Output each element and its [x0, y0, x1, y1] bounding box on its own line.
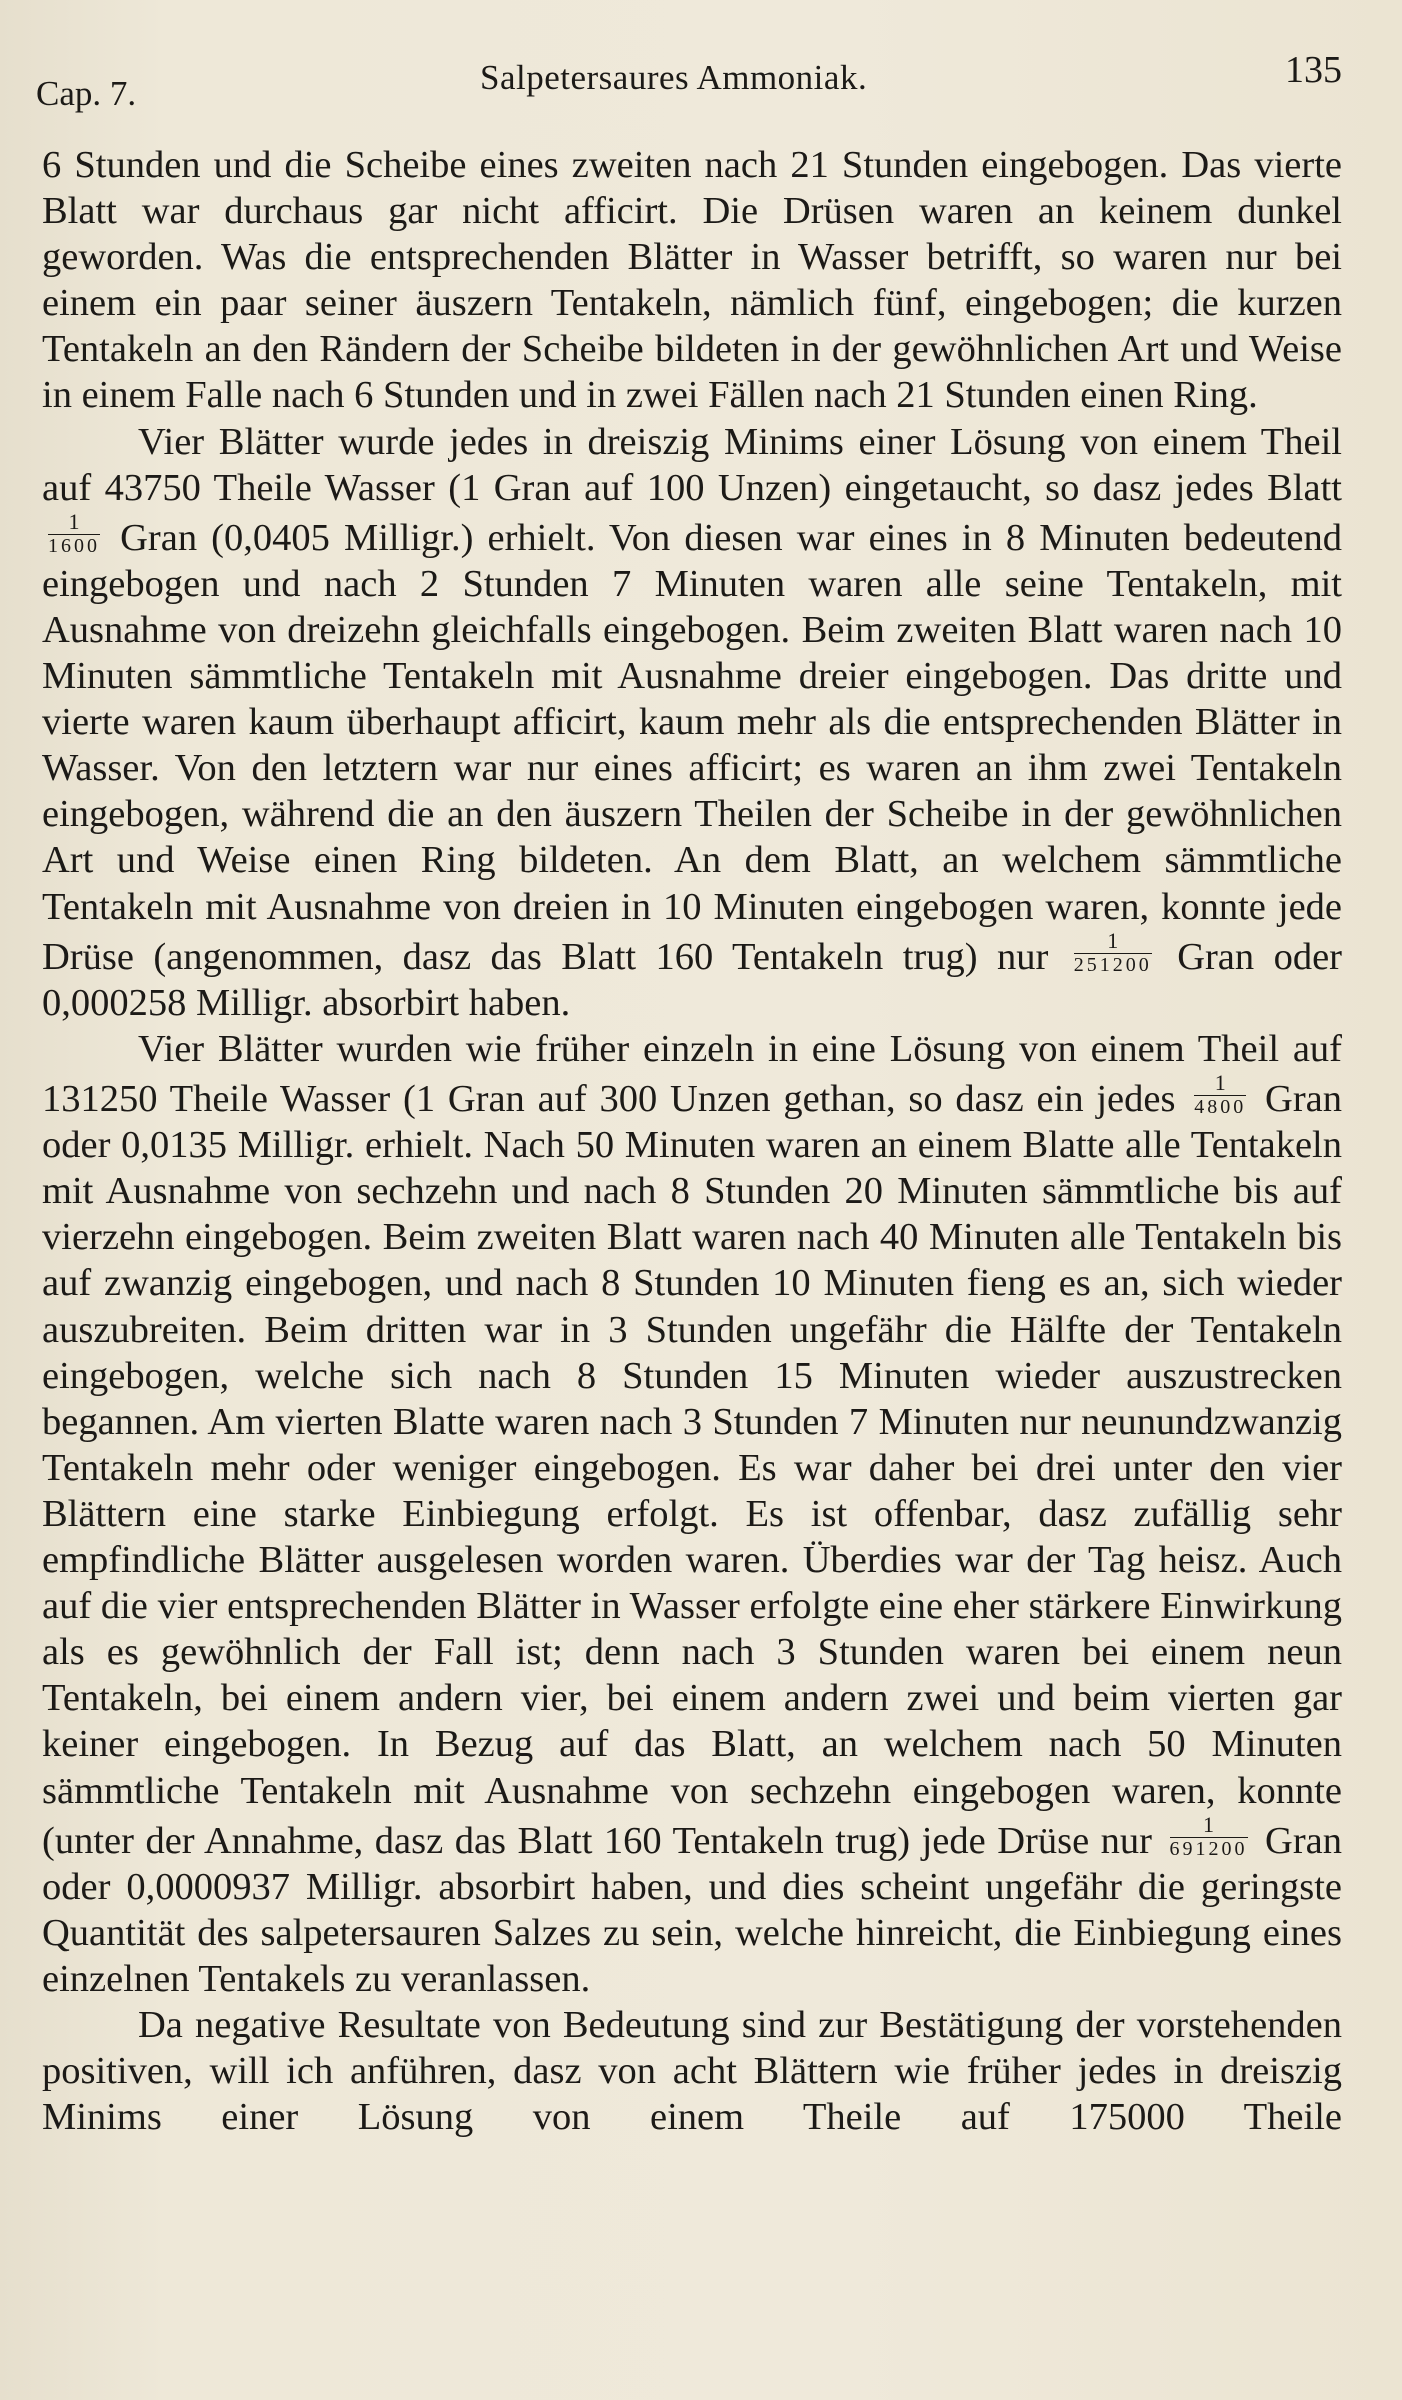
chapter-label: Cap. 7. [36, 74, 137, 113]
body-text [42, 142, 1342, 2140]
fraction [1194, 1072, 1246, 1117]
fraction-numerator: 1 [1074, 930, 1152, 954]
text-run: 6 Stunden und die Scheibe eines zweiten nach 21 Stunden eingebogen. Das vierte Blatt war durchaus gar nicht afficirt. Die Drüsen waren an keinem dunkel geworden. Was die entsprechenden Blätter in Wasser betrifft, so waren nur bei einem ein paar seiner äuszern Tentakeln, nämlich fünf, eingebogen; die kurzen Tentakeln an den Rändern der Scheibe bildeten in der gewöhnlichen Art und Weise in einem Falle nach 6 Stunden und in zwei Fällen nach 21 Stunden einen Ring. [42, 144, 1342, 417]
text-run: Gran (0,0405 Milligr.) erhielt. Von diesen war eines in 8 Minuten bedeutend eingebogen und nach 2 Stunden 7 Minuten waren alle seine Tentakeln, mit Ausnahme von dreizehn gleichfalls eingebogen. Beim zweiten Blatt waren nach 10 Minuten sämmtliche Tentakeln mit Ausnahme dreier eingebogen. Das dritte und vierte waren kaum überhaupt afficirt, kaum mehr als die entsprechenden Blätter in Wasser. Von den letztern war nur eines afficirt; es waren an ihm zwei Tentakeln eingebogen, während die an den äuszern Theilen der Scheibe in der gewöhnlichen Art und Weise einen Ring bildeten. An dem Blatt, an welchem sämmtliche Tentakeln mit Ausnahme von dreien in 10 Minuten eingebogen waren, konnte jede Drüse (angenommen, dasz das Blatt 160 Tentakeln trug) nur [42, 516, 1342, 978]
fraction-denominator: 251200 [1073, 953, 1152, 976]
text-run: Da negative Resultate von Bedeutung sind zur Bestätigung der vorstehenden positiven, will ich anführen, dasz von acht Blättern wie früher jedes in dreiszig Minims einer Lösung von einem Theile auf 175000 Theile [42, 2004, 1342, 2139]
text-run: Gran oder 0,000258 Milligr. absorbirt haben. [42, 935, 1342, 1024]
fraction [1073, 927, 1152, 976]
fraction [48, 508, 100, 557]
fraction-numerator: 1 [1170, 1814, 1248, 1838]
paragraph-dilution-43750 [42, 419, 1342, 1026]
running-title: Salpetersaures Ammoniak. [480, 58, 868, 97]
text-run: Gran oder 0,0000937 Milligr. absorbirt haben, und dies scheint ungefähr die geringste Quantität des salpetersauren Salzes zu sein, welche hinreicht, die Einbiegung eines einzelnen Tentakels zu veranlassen. [42, 1819, 1342, 2000]
paragraph-dilution-131250 [42, 1026, 1342, 2002]
paragraph-continued [42, 142, 1342, 419]
page-number: 135 [1285, 49, 1342, 91]
fraction [1169, 1811, 1248, 1860]
fraction-denominator: 4800 [1194, 1096, 1247, 1119]
paragraph-negative-results [42, 2002, 1342, 2140]
fraction-numerator: 1 [48, 511, 100, 535]
text-run: Vier Blätter wurde jedes in dreiszig Minims einer Lösung von einem Theil auf 43750 Theile Wasser (1 Gran auf 100 Unzen) eingetaucht, so dasz jedes Blatt [42, 420, 1342, 509]
text-run: Gran oder 0,0135 Milligr. erhielt. Nach 50 Minuten waren an einem Blatte alle Tentakeln mit Ausnahme von sechzehn und nach 8 Stunden 20 Minuten sämmtliche bis auf vierzehn eingebogen. Beim zweiten Blatt waren nach 40 Minuten alle Tentakeln bis auf zwanzig eingebogen, und nach 8 Stunden 10 Minuten fieng es an, sich wieder auszubreiten. Beim dritten war in 3 Stunden ungefähr die Hälfte der Tentakeln eingebogen, welche sich nach 8 Stunden 15 Minuten wieder auszustrecken begannen. Am vierten Blatte waren nach 3 Stunden 7 Minuten nur neunundzwanzig Tentakeln mehr oder weniger eingebogen. Es war daher bei drei unter den vier Blättern eine starke Einbiegung erfolgt. Es ist offenbar, dasz zufällig sehr empfindliche Blätter ausgelesen worden waren. Überdies war der Tag heisz. Auch auf die vier entsprechenden Blätter in Wasser erfolgte eine eher stärkere Einwirkung als es gewöhnlich der Fall ist; denn nach 3 Stunden waren bei einem neun Tentakeln, bei einem andern vier, bei einem andern zwei und beim vierten gar keiner eingebogen. In Bezug auf das Blatt, an welchem nach 50 Minuten sämmtliche Tentakeln mit Ausnahme von sechzehn eingebogen waren, konnte (unter der Annahme, dasz das Blatt 160 Tentakeln trug) jede Drüse nur [42, 1078, 1342, 1862]
text-run: Vier Blätter wurden wie früher einzeln in eine Lösung von einem Theil auf 131250 Theile Wasser (1 Gran auf 300 Unzen gethan, so dasz ein jedes [42, 1027, 1342, 1121]
running-header [36, 44, 1342, 113]
fraction-denominator: 691200 [1169, 1837, 1248, 1860]
fraction-denominator: 1600 [48, 534, 100, 557]
fraction-numerator: 1 [1194, 1072, 1246, 1096]
